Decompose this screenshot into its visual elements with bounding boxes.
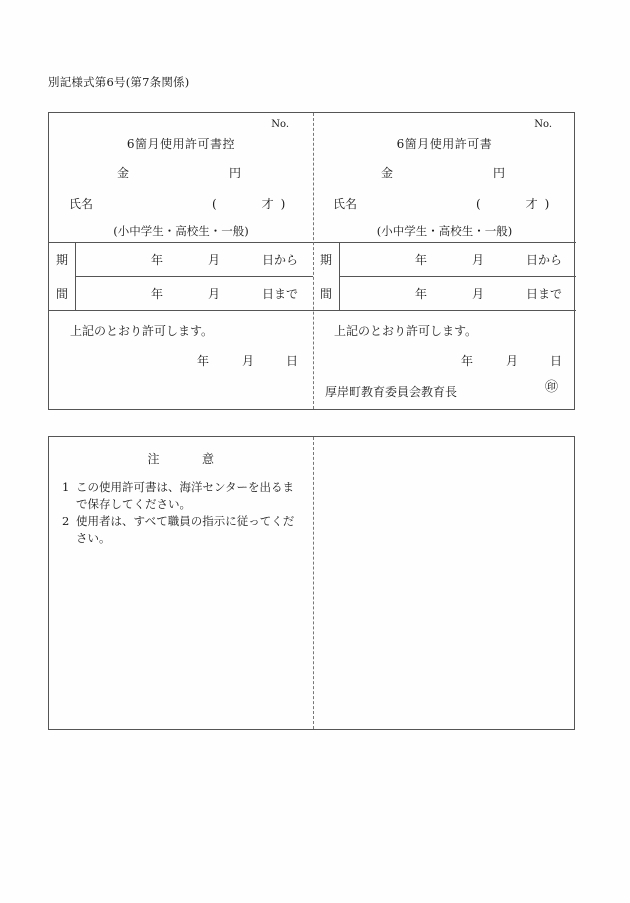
period-from-row	[76, 243, 313, 277]
no-label: No.	[534, 119, 552, 130]
cut-divider	[313, 437, 314, 729]
cut-divider	[313, 113, 314, 409]
document-title: 6箇月使用許可書控	[126, 137, 236, 151]
notice-blank-panel	[313, 437, 576, 729]
approval-date-year: 年	[461, 354, 474, 368]
period-from-row	[340, 243, 576, 277]
notice-heading-second: 意	[202, 452, 215, 466]
amount-suffix-label: 円	[493, 166, 506, 180]
period-from-day: 日から	[526, 253, 563, 267]
period-from-day: 日から	[262, 253, 299, 267]
period-to-month: 月	[208, 287, 221, 301]
permit-copy-header-block	[49, 113, 313, 242]
no-label: No.	[271, 119, 289, 130]
period-to-month: 月	[472, 287, 485, 301]
permit-original-header-block	[313, 113, 576, 242]
notice-item-text: この使用許可書は、海洋センターを出るまで保存してください。	[76, 480, 295, 511]
period-from-year: 年	[415, 253, 428, 267]
period-to-day: 日まで	[262, 287, 299, 301]
age-field: ( 才)	[476, 197, 557, 211]
period-label-first: 期	[319, 253, 332, 267]
period-to-row	[76, 277, 313, 311]
list-item	[62, 479, 301, 512]
period-to-year: 年	[415, 287, 428, 301]
period-label-column	[49, 243, 76, 310]
applicant-category-options: (小中学生・高校生・一般)	[376, 224, 513, 238]
document-title: 6箇月使用許可書	[396, 137, 493, 151]
period-from-month: 月	[472, 253, 485, 267]
amount-suffix-label: 円	[229, 166, 242, 180]
notice-item-number: 2	[62, 514, 70, 529]
notice-list	[62, 479, 301, 548]
approval-statement: 上記のとおり許可します。	[334, 324, 478, 338]
approval-date-day: 日	[286, 354, 299, 368]
period-to-row	[340, 277, 576, 311]
permit-copy-approval-block	[49, 310, 313, 411]
notice-item-number: 1	[62, 480, 70, 494]
notice-heading-first: 注	[147, 452, 160, 466]
permit-copy-panel	[49, 113, 313, 409]
period-from-month: 月	[208, 253, 221, 267]
list-item	[62, 513, 301, 546]
form-number-heading: 別記様式第6号(第7条関係)	[48, 75, 190, 89]
approval-date-day: 日	[550, 354, 563, 368]
period-label-column	[313, 243, 340, 310]
amount-prefix-label: 金	[117, 166, 130, 180]
approval-date-year: 年	[197, 354, 210, 368]
permit-original-approval-block	[313, 310, 576, 411]
permit-original-panel	[313, 113, 576, 409]
permit-original-period-block	[313, 242, 576, 310]
notice-item-text: 使用者は、すべて職員の指示に従ってください。	[76, 514, 295, 546]
approval-statement: 上記のとおり許可します。	[70, 324, 214, 338]
permit-table	[48, 112, 575, 410]
period-label-second: 間	[319, 287, 332, 301]
name-label: 氏名	[333, 197, 358, 211]
amount-prefix-label: 金	[381, 166, 394, 180]
seal-icon: ㊞	[544, 380, 558, 395]
name-label: 氏名	[69, 197, 94, 211]
approval-date-month: 月	[242, 354, 255, 368]
period-to-day: 日まで	[526, 287, 563, 301]
notice-table	[48, 436, 575, 730]
issuing-authority: 厚岸町教育委員会教育長	[325, 385, 458, 399]
notice-heading	[49, 450, 313, 467]
age-field: ( 才)	[212, 197, 293, 211]
period-from-year: 年	[151, 253, 164, 267]
period-label-second: 間	[55, 287, 68, 301]
permit-copy-period-block	[49, 242, 313, 310]
period-to-year: 年	[151, 287, 164, 301]
notice-panel	[49, 437, 313, 729]
applicant-category-options: (小中学生・高校生・一般)	[113, 224, 249, 238]
approval-date-month: 月	[506, 354, 519, 368]
period-label-first: 期	[55, 253, 68, 267]
